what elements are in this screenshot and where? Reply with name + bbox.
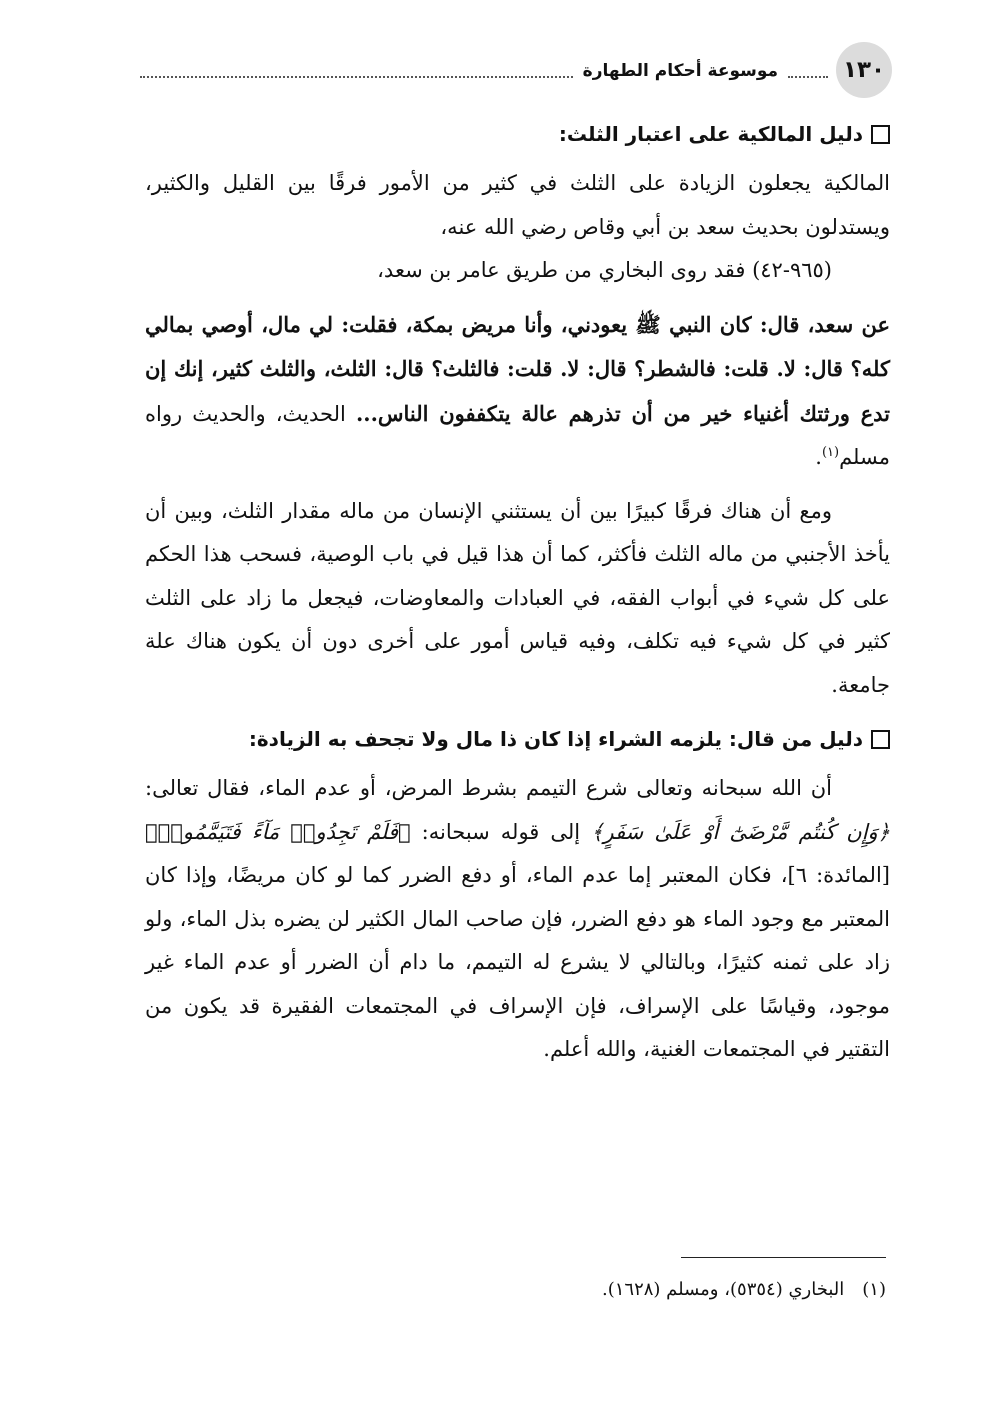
footnote-text: البخاري (٥٣٥٤)، ومسلم (١٦٢٨). bbox=[601, 1279, 845, 1300]
footnote-divider bbox=[681, 1257, 886, 1258]
square-bullet-icon bbox=[871, 730, 890, 749]
header-dots-left bbox=[140, 64, 573, 78]
paragraph-hadith-isnad: (٩٦٥-٤٢) فقد روى البخاري من طريق عامر بن سعد، bbox=[377, 258, 832, 282]
quran-verse: ﴿وَإِن كُنتُم مَّرْضَىٰٓ أَوْ عَلَىٰ سَفَرٍ﴾ bbox=[591, 819, 890, 844]
book-title: موسوعة أحكام الطهارة bbox=[582, 61, 778, 81]
header-dots-right bbox=[788, 64, 828, 78]
hadith-tail: الحديث، والحديث رواه مسلم bbox=[145, 401, 890, 469]
paragraph-tayammum bbox=[145, 767, 890, 1072]
paragraph-maliki-intro: المالكية يجعلون الزيادة على الثلث في كثير من الأمور فرقًا بين القليل والكثير، ويستدلون بحديث سعد بن أبي وقاص رضي الله عنه، bbox=[145, 171, 890, 239]
heading-text: دليل من قال: يلزمه الشراء إذا كان ذا مال ولا تجحف به الزيادة: bbox=[248, 727, 863, 751]
text-segment: [المائدة: ٦]، فكان المعتبر إما عدم الماء، أو دفع الضرر كما لو كان مريضًا، وإذا كان المعتبر مع وجود الماء هو دفع الضرر، فإن صاحب المال الكثير لن يضره بذل الماء، ولو زاد على ثمنه كثيرًا، وبالتالي لا يشرع له التيمم، ما دام أن الضرر أو عدم الماء غير موجود، وقياسًا على الإسراف، فإن الإسراف في المجتمعات الفقيرة قد يكون من التقتير في المجتمعات الغنية، والله أعلم. bbox=[145, 863, 890, 1061]
section-heading-maliki bbox=[145, 112, 890, 156]
running-title bbox=[140, 56, 828, 86]
text-segment: أن الله سبحانه وتعالى شرع التيمم بشرط المرض، أو عدم الماء، فقال تعالى: bbox=[145, 776, 832, 800]
section-heading-purchase bbox=[145, 717, 890, 761]
page-header bbox=[140, 42, 892, 98]
main-text bbox=[145, 112, 890, 1072]
hadith-end: . bbox=[815, 445, 822, 469]
square-bullet-icon bbox=[871, 125, 890, 144]
footnote-ref[interactable]: (١) bbox=[821, 445, 840, 460]
text-segment: إلى قوله سبحانه: bbox=[410, 819, 592, 844]
paragraph-discussion: ومع أن هناك فرقًا كبيرًا بين أن يستثني الإنسان من ماله مقدار الثلث، وبين أن يأخذ الأجنبي من ماله الثلث فأكثر، كما أن هذا قيل في باب الوصية، فسحب هذا الحكم على كل شيء في أبواب الفقه، في العبادات والمعاوضات، فيجعل ما زاد على الثلث كثير في كل شيء فيه تكلف، وفيه قياس أمور على أخرى دون أن يكون هناك علة جامعة. bbox=[145, 498, 890, 697]
heading-text: دليل المالكية على اعتبار الثلث: bbox=[558, 122, 863, 146]
paragraph-hadith bbox=[145, 303, 890, 480]
quran-verse: ﴿فَلَمْ تَجِدُوا۟ مَآءً فَتَيَمَّمُوا۟﴾ bbox=[145, 819, 411, 844]
hadith-text: عن سعد، قال: كان النبي ﷺ يعودني، وأنا مريض بمكة، فقلت: لي مال، أوصي بمالي كله؟ قال: لا. قلت: فالشطر؟ قال: لا. قلت: فالثلث؟ قال: الثلث، والثلث كثير، إنك إن تدع ورثتك أغنياء خير من أن تذرهم عالة يتكففون الناس... bbox=[145, 311, 890, 426]
footnote bbox=[141, 1274, 886, 1306]
page-number: ١٣٠ bbox=[836, 42, 892, 98]
footnote-number: (١) bbox=[862, 1279, 886, 1300]
